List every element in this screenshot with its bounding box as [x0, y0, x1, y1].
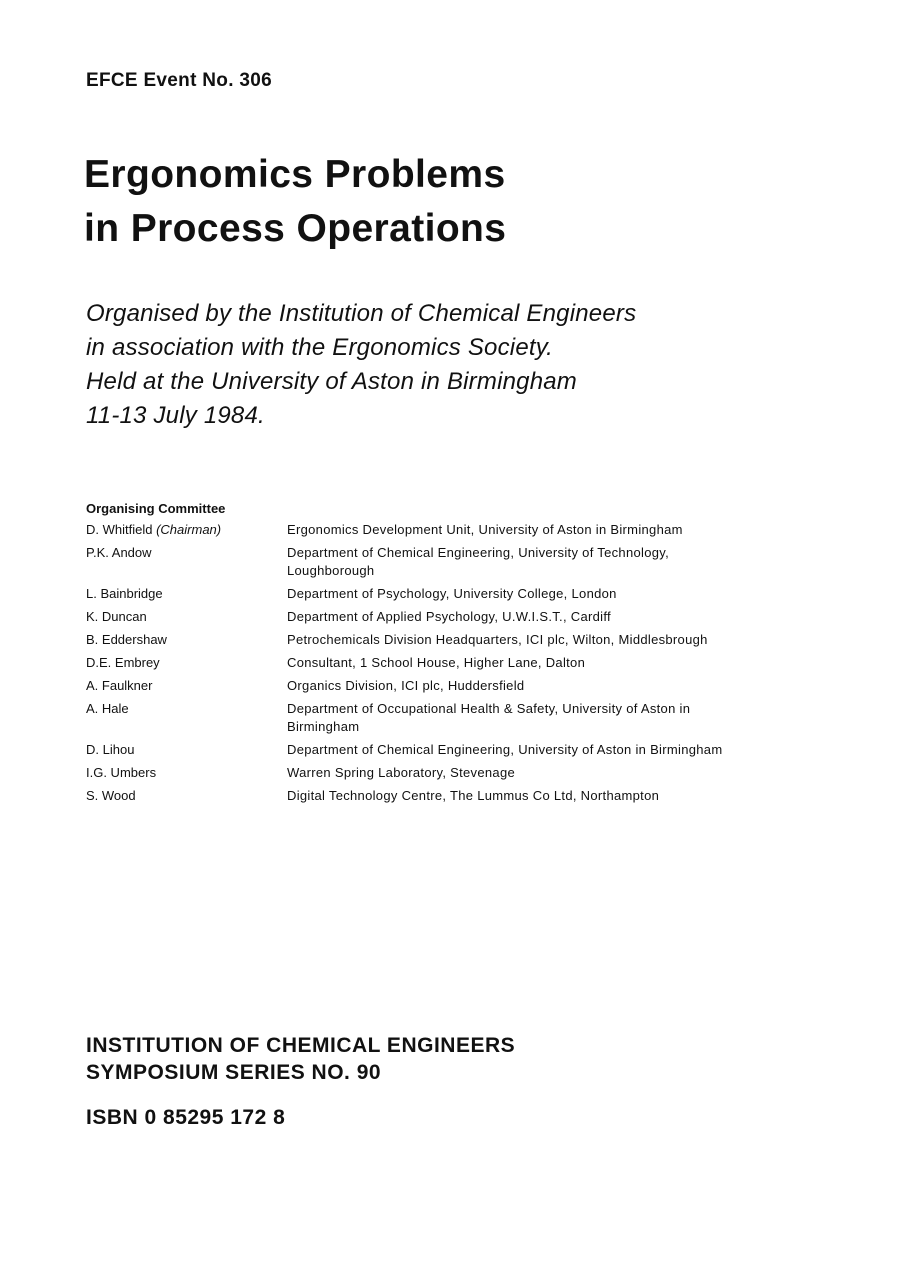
committee-member: [86, 764, 766, 782]
member-name: D. Lihou: [86, 742, 135, 757]
subtitle-line-2: in association with the Ergonomics Society.: [86, 334, 554, 361]
member-affiliation: Ergonomics Development Unit, University of Aston in Birmingham: [287, 522, 683, 537]
member-name: D. Whitfield: [86, 522, 153, 537]
series-number: SYMPOSIUM SERIES NO. 90: [86, 1061, 382, 1084]
member-affiliation: Consultant, 1 School House, Higher Lane, Dalton: [287, 655, 586, 670]
title-line-1: Ergonomics Problems: [84, 153, 506, 196]
institution-name: INSTITUTION OF CHEMICAL ENGINEERS: [86, 1034, 516, 1057]
member-name: A. Faulkner: [86, 678, 153, 693]
organising-committee: [86, 501, 766, 810]
committee-member: [86, 741, 766, 759]
member-affiliation: Department of Psychology, University College, London: [287, 586, 617, 601]
member-affiliation: Department of Occupational Health & Safety, University of Aston in Birmingham: [287, 701, 691, 734]
page-title: [84, 148, 506, 256]
committee-member: [86, 677, 766, 695]
member-name: B. Eddershaw: [86, 632, 167, 647]
committee-member: [86, 608, 766, 626]
member-affiliation: Department of Chemical Engineering, University of Technology, Loughborough: [287, 545, 670, 578]
committee-member: [86, 700, 766, 736]
member-name: I.G. Umbers: [86, 765, 157, 780]
event-number: EFCE Event No. 306: [86, 70, 272, 91]
institution-series: [86, 1032, 515, 1086]
member-name: D.E. Embrey: [86, 655, 160, 670]
member-affiliation: Organics Division, ICI plc, Huddersfield: [287, 678, 525, 693]
committee-member: [86, 654, 766, 672]
committee-member: [86, 521, 766, 539]
member-name: K. Duncan: [86, 609, 147, 624]
member-name: P.K. Andow: [86, 545, 152, 560]
member-affiliation: Warren Spring Laboratory, Stevenage: [287, 765, 516, 780]
member-affiliation: Department of Applied Psychology, U.W.I.S.T., Cardiff: [287, 609, 611, 624]
committee-member: [86, 585, 766, 603]
committee-member: [86, 544, 766, 580]
title-line-2: in Process Operations: [84, 207, 507, 250]
subtitle-line-1: Organised by the Institution of Chemical Engineers: [86, 300, 637, 327]
committee-member: [86, 787, 766, 805]
member-name-cell: [86, 521, 287, 539]
subtitle: [86, 297, 636, 433]
member-name: A. Hale: [86, 701, 129, 716]
member-name: L. Bainbridge: [86, 586, 163, 601]
member-role: (Chairman): [156, 522, 222, 537]
member-affiliation: Department of Chemical Engineering, University of Aston in Birmingham: [287, 742, 723, 757]
isbn: ISBN 0 85295 172 8: [86, 1106, 286, 1129]
committee-member: [86, 631, 766, 649]
member-affiliation: Petrochemicals Division Headquarters, ICI plc, Wilton, Middlesbrough: [287, 632, 708, 647]
member-affiliation: Digital Technology Centre, The Lummus Co Ltd, Northampton: [287, 788, 660, 803]
committee-heading: Organising Committee: [86, 501, 226, 516]
subtitle-line-4: 11-13 July 1984.: [86, 402, 265, 429]
subtitle-line-3: Held at the University of Aston in Birmingham: [86, 368, 577, 395]
member-name: S. Wood: [86, 788, 136, 803]
